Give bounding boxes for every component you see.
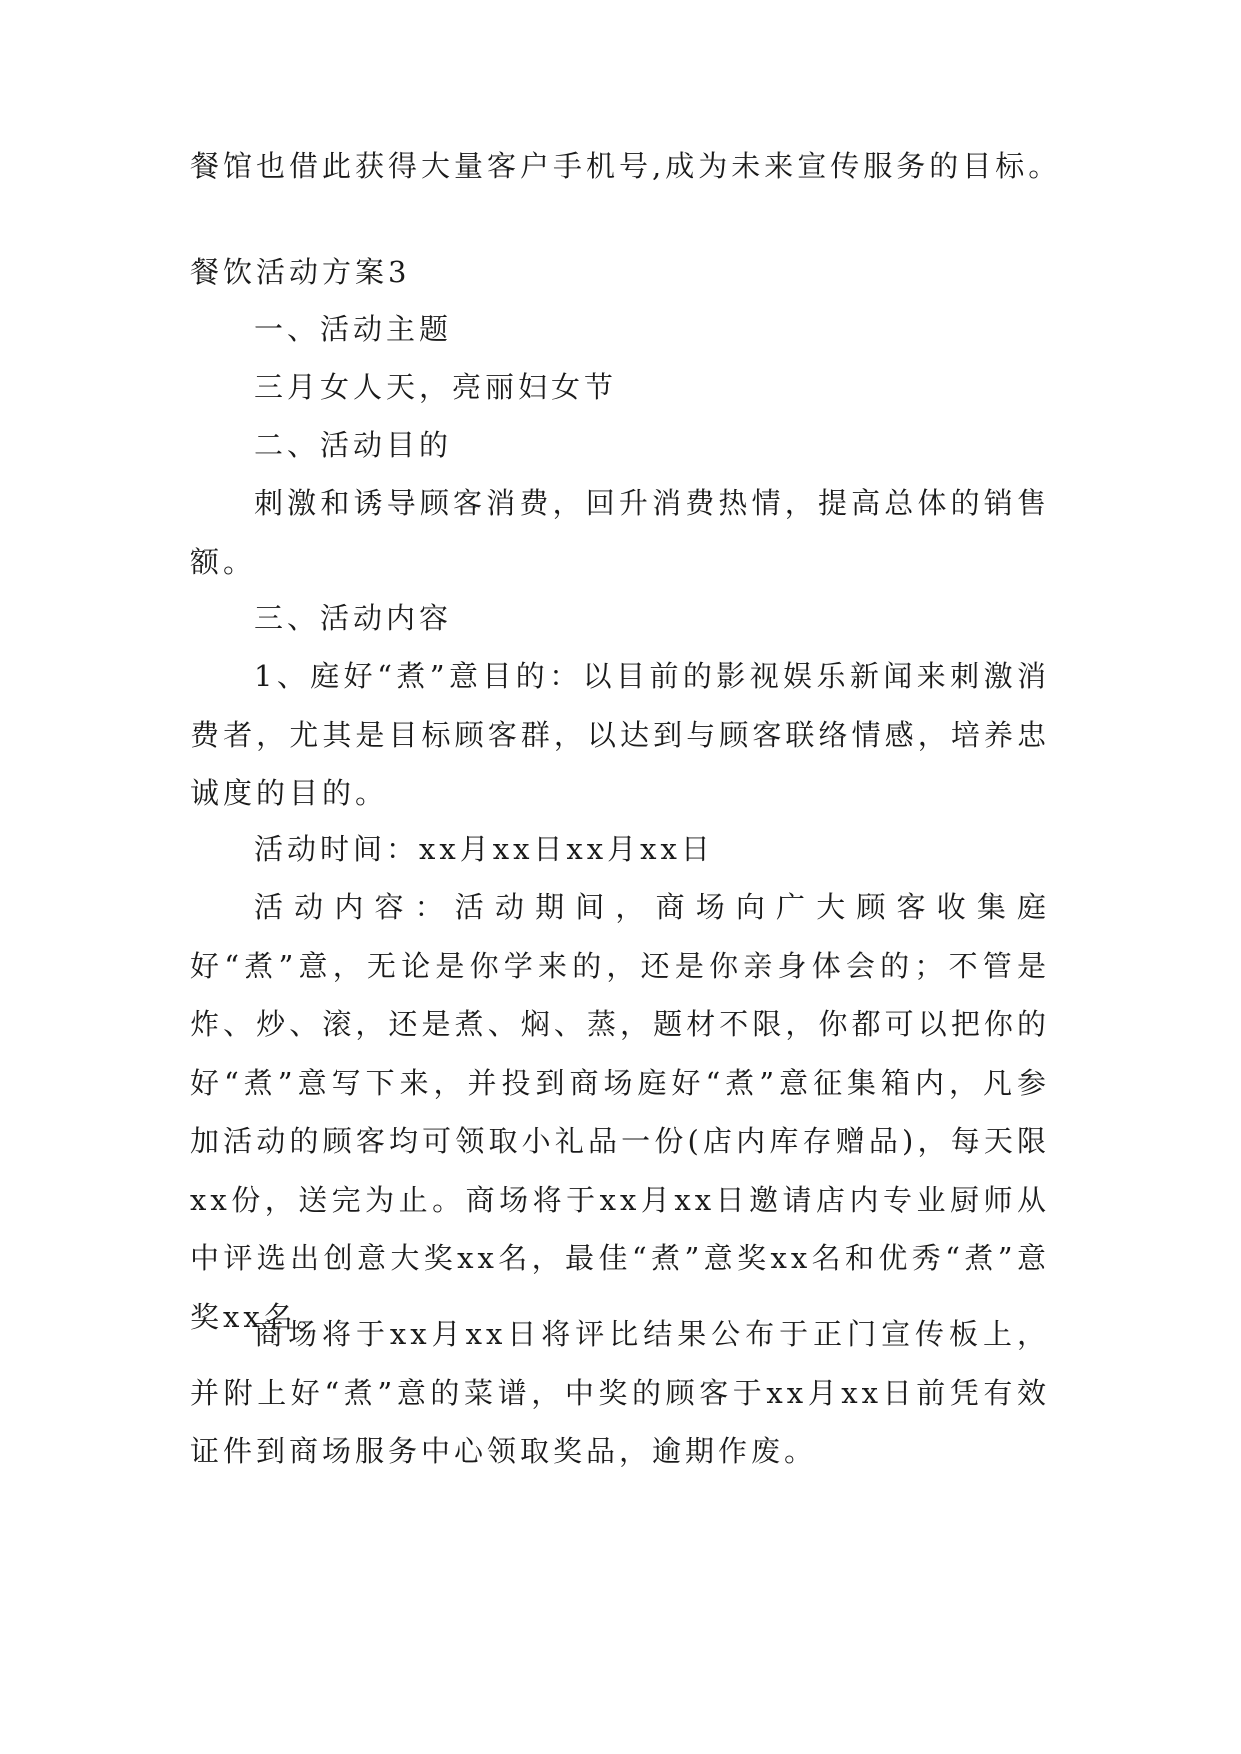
activity-content-paragraph: 活动内容：活动期间，商场向广大顾客收集庭好“煮”意，无论是你学来的，还是你亲身体会的；不管是炸、炒、滚，还是煮、焖、蒸，题材不限，你都可以把你的好“煮”意写下来，并投到商场庭好“煮”意征集箱内，凡参加活动的顾客均可领取小礼品一份(店内库存赠品)，每天限xx份，送完为止。商场将于xx月xx日邀请店内专业厨师从中评选出创意大奖xx名，最佳“煮”意奖xx名和优秀“煮”意奖xx名。 [190, 890, 1050, 1334]
theme-text: 三月女人天，亮丽妇女节 [254, 370, 618, 404]
heading-activity-content: 三、活动内容 [254, 601, 453, 635]
results-paragraph: 商场将于xx月xx日将评比结果公布于正门宣传板上，并附上好“煮”意的菜谱，中奖的顾客于xx月xx日前凭有效证件到商场服务中心领取奖品，逾期作废。 [190, 1317, 1050, 1468]
heading-activity-theme: 一、活动主题 [254, 312, 453, 346]
purpose-paragraph: 刺激和诱导顾客消费，回升消费热情，提高总体的销售额。 [190, 486, 1050, 579]
section-title: 餐饮活动方案3 [190, 255, 411, 289]
item-1-paragraph: 1、庭好“煮”意目的：以目前的影视娱乐新闻来刺激消费者，尤其是目标顾客群，以达到与顾客联络情感，培养忠诚度的目的。 [190, 659, 1050, 810]
heading-activity-purpose: 二、活动目的 [254, 428, 453, 462]
activity-time: 活动时间：xx月xx日xx月xx日 [254, 832, 714, 866]
carryover-line: 餐馆也借此获得大量客户手机号,成为未来宣传服务的目标。 [190, 149, 1062, 183]
